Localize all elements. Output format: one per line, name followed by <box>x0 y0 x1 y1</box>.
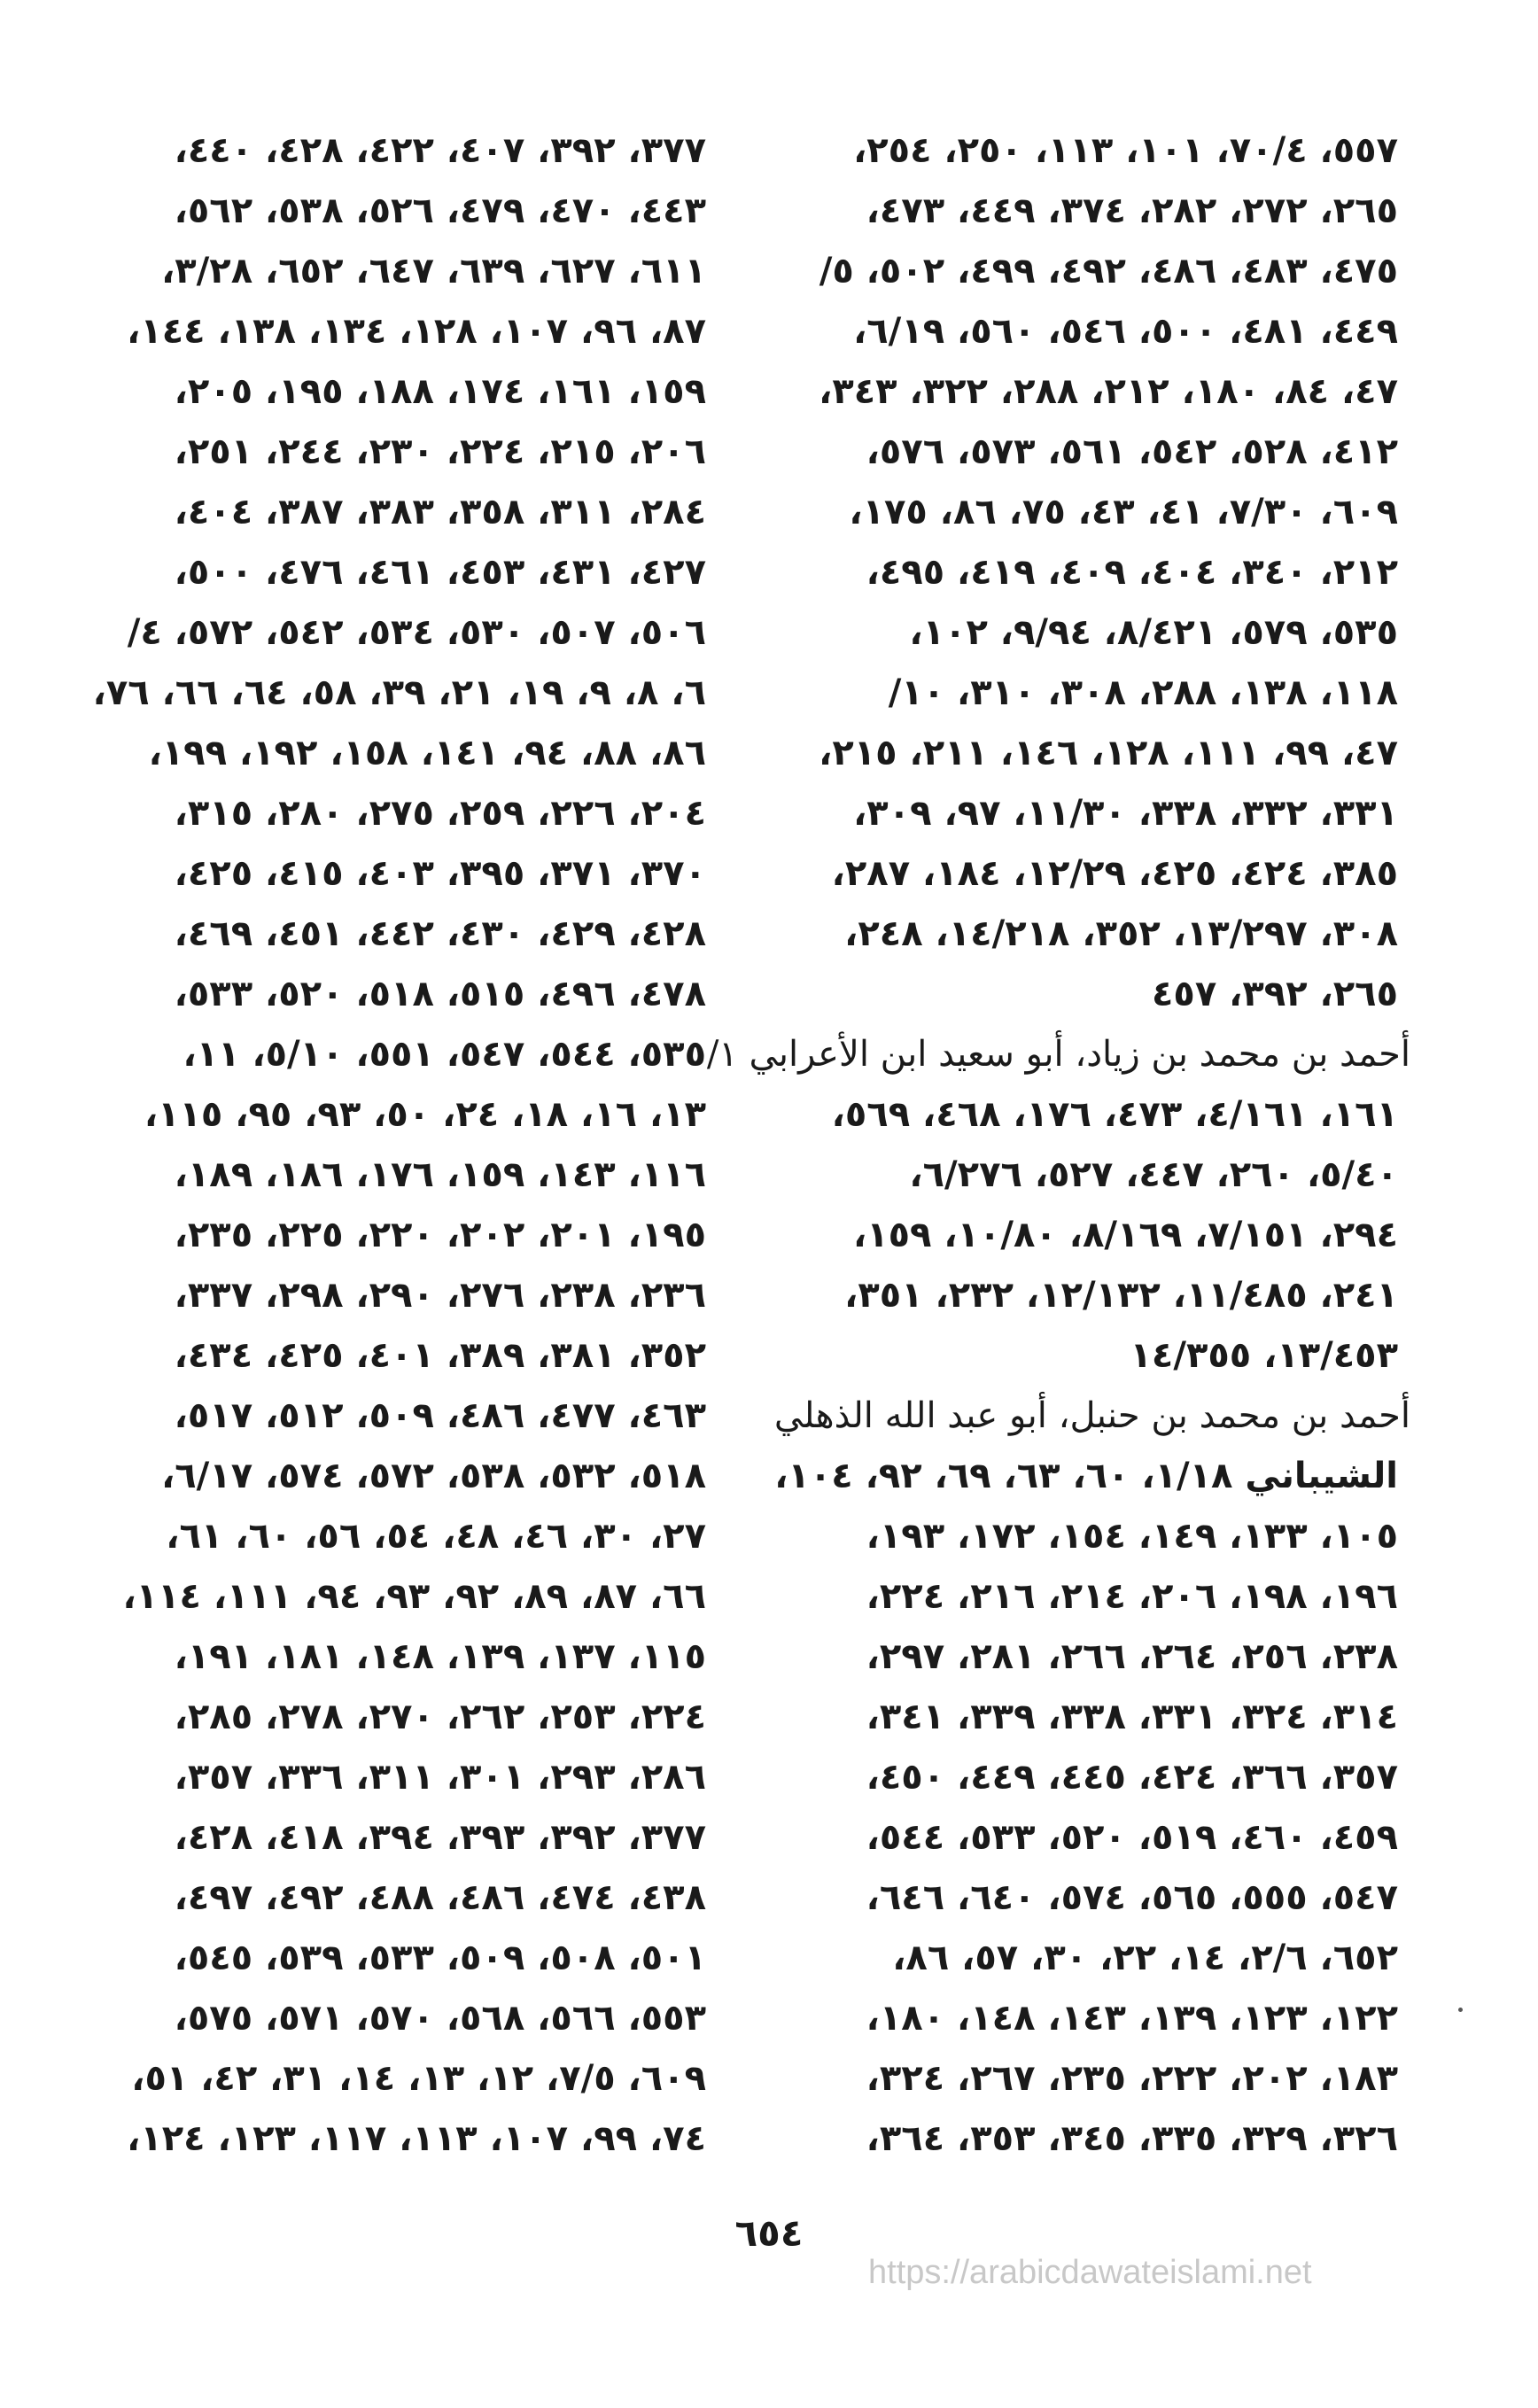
index-line: ٤٧٥، ٤٨٣، ٤٨٦، ٤٩٢، ٤٩٩، ٥٠٢، ٥/ <box>819 251 1398 291</box>
index-line: ١١٨، ١٣٨، ٢٨٨، ٣٠٨، ٣١٠، ١٠/ <box>888 672 1398 713</box>
index-line: ٨٧، ٩٦، ١٠٧، ١٢٨، ١٣٤، ١٣٨، ١٤٤، <box>127 311 706 352</box>
index-line: ٥/٤٠، ٢٦٠، ٤٤٧، ٥٢٧، ٦/٢٧٦، <box>909 1154 1398 1195</box>
index-line: ١٦١، ٤/١٦١، ٤٧٣، ١٧٦، ٤٦٨، ٥٦٩، <box>831 1094 1398 1135</box>
index-line: ١٣، ١٦، ١٨، ٢٤، ٥٠، ٩٣، ٩٥، ١١٥، <box>144 1094 706 1135</box>
index-line: ١١٥، ١٣٧، ١٣٩، ١٤٨، ١٨١، ١٩١، <box>174 1636 706 1677</box>
index-line: ٦٠٩، ٧/٣٠، ٤١، ٤٣، ٧٥، ٨٦، ١٧٥، <box>849 492 1398 532</box>
index-line: ٥٥٣، ٥٦٦، ٥٦٨، ٥٧٠، ٥٧١، ٥٧٥، <box>174 1998 706 2039</box>
index-line: ٧٤، ٩٩، ١٠٧، ١١٣، ١١٧، ١٢٣، ١٢٤، <box>127 2118 706 2159</box>
index-line: ٣٠٨، ١٣/٢٩٧، ٣٥٢، ١٤/٢١٨، ٢٤٨، <box>844 913 1398 954</box>
margin-dot <box>1458 2008 1463 2012</box>
index-line: ٦٦، ٨٧، ٨٩، ٩٢، ٩٣، ٩٤، ١١١، ١١٤، <box>122 1576 706 1617</box>
index-line: ٢٨٤، ٣١١، ٣٥٨، ٣٨٣، ٣٨٧، ٤٠٤، <box>174 492 706 532</box>
index-line: ٤١٢، ٥٢٨، ٥٤٢، ٥٦١، ٥٧٣، ٥٧٦، <box>866 431 1398 472</box>
index-column-right <box>706 120 1410 2169</box>
index-line: ٢٣٦، ٢٣٨، ٢٧٦، ٢٩٠، ٢٩٨، ٣٣٧، <box>174 1275 706 1316</box>
index-column-left <box>92 120 706 2169</box>
index-line: ١١٦، ١٤٣، ١٥٩، ١٧٦، ١٨٦، ١٨٩، <box>174 1154 706 1195</box>
index-line: ٤٤٣، ٤٧٠، ٤٧٩، ٥٢٦، ٥٣٨، ٥٦٢، <box>174 190 706 231</box>
index-line: ١٥٩، ١٦١، ١٧٤، ١٨٨، ١٩٥، ٢٠٥، <box>174 371 706 412</box>
index-line: ٢٠٦، ٢١٥، ٢٢٤، ٢٣٠، ٢٤٤، ٢٥١، <box>174 431 706 472</box>
index-line: ٥٤٧، ٥٥٥، ٥٦٥، ٥٧٤، ٦٤٠، ٦٤٦، <box>866 1877 1398 1918</box>
index-line: ٢٤١، ١١/٤٨٥، ١٢/١٣٢، ٢٣٢، ٣٥١، <box>844 1275 1398 1316</box>
index-line: الشيباني ١/١٨، ٦٠، ٦٣، ٦٩، ٩٢، ١٠٤، <box>774 1456 1398 1496</box>
index-line: ٢٠٤، ٢٢٦، ٢٥٩، ٢٧٥، ٢٨٠، ٣١٥، <box>174 793 706 834</box>
index-line: ٥١٨، ٥٣٢، ٥٣٨، ٥٧٢، ٥٧٤، ٦/١٧، <box>161 1456 706 1496</box>
index-line: ٢١٢، ٣٤٠، ٤٠٤، ٤٠٩، ٤١٩، ٤٩٥، <box>866 552 1398 593</box>
index-line: ٣٨٥، ٤٢٤، ٤٢٥، ١٢/٢٩، ١٨٤، ٢٨٧، <box>831 853 1398 894</box>
index-line: أحمد بن محمد بن حنبل، أبو عبد الله الذهلي <box>773 1395 1410 1436</box>
index-line: ٥٠١، ٥٠٨، ٥٠٩، ٥٣٣، ٥٣٩، ٥٤٥، <box>174 1938 706 1978</box>
index-line: ٦١١، ٦٢٧، ٦٣٩، ٦٤٧، ٦٥٢، ٣/٢٨، <box>161 251 706 291</box>
index-line: ٣٥٧، ٣٦٦، ٤٢٤، ٤٤٥، ٤٤٩، ٤٥٠، <box>866 1757 1398 1798</box>
index-line: ٥٣٥، ٥٤٤، ٥٤٧، ٥٥١، ٥/١٠، ١١، <box>183 1034 706 1075</box>
index-line: ٢٨٦، ٢٩٣، ٣٠١، ٣١١، ٣٣٦، ٣٥٧، <box>174 1757 706 1798</box>
index-line: ٤٣٨، ٤٧٤، ٤٨٦، ٤٨٨، ٤٩٢، ٤٩٧، <box>174 1877 706 1918</box>
index-line: ١٩٥، ٢٠١، ٢٠٢، ٢٢٠، ٢٢٥، ٢٣٥، <box>174 1215 706 1255</box>
index-line: ١٣/٤٥٣، ١٤/٣٥٥ <box>1130 1335 1398 1376</box>
watermark-url: https://arabicdawateislami.net <box>868 2254 1312 2291</box>
index-line: ٢٩٤، ٧/١٥١، ٨/١٦٩، ١٠/٨٠، ١٥٩، <box>853 1215 1398 1255</box>
index-line: ٤٢٧، ٤٣١، ٤٥٣، ٤٦١، ٤٧٦، ٥٠٠، <box>174 552 706 593</box>
index-line: ٥٥٧، ٧٠/٤، ١٠١، ١١٣، ٢٥٠، ٢٥٤، <box>853 130 1398 171</box>
index-line: أحمد بن محمد بن زياد، أبو سعيد ابن الأعرابي ١/ <box>706 1034 1410 1075</box>
index-line: ١٢٢، ١٢٣، ١٣٩، ١٤٣، ١٤٨، ١٨٠، <box>866 1998 1398 2039</box>
index-line: ١٨٣، ٢٠٢، ٢٢٢، ٢٣٥، ٢٦٧، ٣٢٤، <box>866 2058 1398 2099</box>
index-line: ٣٧٠، ٣٧١، ٣٩٥، ٤٠٣، ٤١٥، ٤٢٥، <box>174 853 706 894</box>
page-number: ٦٥٤ <box>734 2211 804 2255</box>
index-line: ٦، ٨، ٩، ١٩، ٢١، ٣٩، ٥٨، ٦٤، ٦٦، ٧٦، <box>92 672 706 713</box>
index-line: ٢٦٥، ٢٧٢، ٢٨٢، ٣٧٤، ٤٤٩، ٤٧٣، <box>866 190 1398 231</box>
index-line: ٢٢٤، ٢٥٣، ٢٦٢، ٢٧٠، ٢٧٨، ٢٨٥، <box>174 1697 706 1737</box>
index-line: ٥٣٥، ٥٧٩، ٨/٤٢١، ٩/٩٤، ١٠٢، <box>909 612 1398 653</box>
index-line: ٤٢٨، ٤٢٩، ٤٣٠، ٤٤٢، ٤٥١، ٤٦٩، <box>174 913 706 954</box>
index-line: ٤٦٣، ٤٧٧، ٤٨٦، ٥٠٩، ٥١٢، ٥١٧، <box>174 1395 706 1436</box>
index-line: ٣٣١، ٣٣٢، ٣٣٨، ١١/٣٠، ٩٧، ٣٠٩، <box>853 793 1398 834</box>
index-line: ٤٧، ٨٤، ١٨٠، ٢١٢، ٢٨٨، ٣٢٢، ٣٤٣، <box>819 371 1398 412</box>
index-line: ٥٠٦، ٥٠٧، ٥٣٠، ٥٣٤، ٥٤٢، ٥٧٢، ٤/ <box>127 612 706 653</box>
index-line: ١٠٥، ١٣٣، ١٤٩، ١٥٤، ١٧٢، ١٩٣، <box>866 1516 1398 1557</box>
index-line: ٦٠٩، ٧/٥، ١٢، ١٣، ١٤، ٣١، ٤٢، ٥١، <box>131 2058 706 2099</box>
index-line: ٢٦٥، ٣٩٢، ٤٥٧ <box>1152 974 1398 1014</box>
index-line: ٤٧٨، ٤٩٦، ٥١٥، ٥١٨، ٥٢٠، ٥٣٣، <box>174 974 706 1014</box>
index-line: ٣٢٦، ٣٢٩، ٣٣٥، ٣٤٥، ٣٥٣، ٣٦٤، <box>866 2118 1398 2159</box>
index-line: ١٩٦، ١٩٨، ٢٠٦، ٢١٤، ٢١٦، ٢٢٤، <box>866 1576 1398 1617</box>
index-line: ٤٧، ٩٩، ١١١، ١٢٨، ١٤٦، ٢١١، ٢١٥، <box>819 733 1398 773</box>
index-line: ٣٥٢، ٣٨١، ٣٨٩، ٤٠١، ٤٢٥، ٤٣٤، <box>174 1335 706 1376</box>
index-line: ٢٣٨، ٢٥٦، ٢٦٤، ٢٦٦، ٢٨١، ٢٩٧، <box>866 1636 1398 1677</box>
index-line: ٣٧٧، ٣٩٢، ٣٩٣، ٣٩٤، ٤١٨، ٤٢٨، <box>174 1817 706 1858</box>
index-line: ٤٤٩، ٤٨١، ٥٠٠، ٥٤٦، ٥٦٠، ٦/١٩، <box>853 311 1398 352</box>
index-line: ٤٥٩، ٤٦٠، ٥١٩، ٥٢٠، ٥٣٣، ٥٤٤، <box>866 1817 1398 1858</box>
index-line: ٦٥٢، ٢/٦، ١٤، ٢٢، ٣٠، ٥٧، ٨٦، <box>892 1938 1398 1978</box>
index-line: ٣٧٧، ٣٩٢، ٤٠٧، ٤٢٢، ٤٢٨، ٤٤٠، <box>174 130 706 171</box>
index-line: ٢٧، ٣٠، ٤٦، ٤٨، ٥٤، ٥٦، ٦٠، ٦١، <box>166 1516 706 1557</box>
index-line: ٣١٤، ٣٢٤، ٣٣١، ٣٣٨، ٣٣٩، ٣٤١، <box>866 1697 1398 1737</box>
index-line: ٨٦، ٨٨، ٩٤، ١٤١، ١٥٨، ١٩٢، ١٩٩، <box>148 733 706 773</box>
